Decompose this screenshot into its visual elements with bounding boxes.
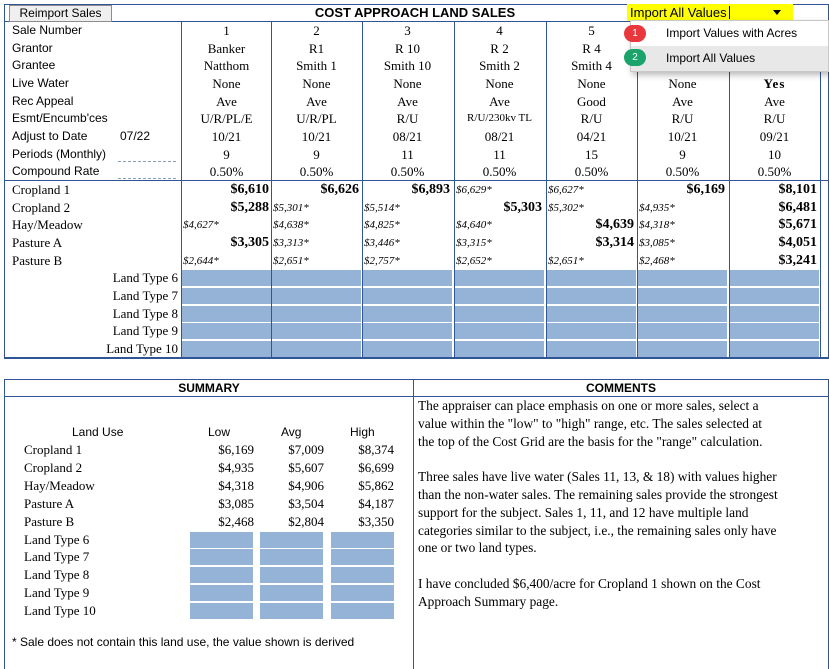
summary-header-high: High (350, 425, 375, 439)
sale-sale-cell: 5 (588, 23, 595, 38)
sale-water-cell: None (485, 76, 514, 91)
sale-grantee-cell: Smith 10 (383, 58, 432, 73)
label-live-water: Live Water (12, 76, 69, 90)
label-periods: Periods (Monthly) (12, 147, 107, 161)
summary-low-value: $6,169 (218, 442, 254, 457)
land-type-input-cell[interactable] (455, 288, 544, 304)
land-use-label: Cropland 2 (12, 200, 71, 215)
sale-periods-cell[interactable]: 15 (585, 147, 598, 162)
summary-land-use-label: Cropland 2 (24, 459, 83, 475)
sale-appeal-cell: Ave (764, 94, 785, 109)
summary-high-value: $4,187 (358, 495, 394, 511)
comments-title: COMMENTS (586, 381, 656, 395)
sale-esmt-cell: U/R/PL/E (200, 111, 253, 126)
summary-high-value: $5,862 (358, 477, 394, 493)
summary-land-type-input[interactable] (190, 603, 253, 619)
summary-land-type-input[interactable] (260, 549, 323, 565)
chevron-down-icon[interactable] (773, 10, 781, 15)
land-type-input-cell[interactable] (547, 323, 636, 339)
summary-land-type-input[interactable] (260, 532, 323, 548)
sale-water-cell: None (212, 76, 241, 91)
summary-land-type-input[interactable] (190, 585, 253, 601)
sale-esmt-cell: R/U (396, 111, 419, 126)
land-value-cell[interactable]: $6,893 (411, 182, 450, 197)
land-value-cell[interactable]: $6,626 (320, 182, 359, 197)
menu-item-label: Import All Values (666, 51, 756, 65)
import-values-dropdown[interactable] (627, 4, 793, 21)
sale-esmt-cell: R/U (763, 111, 786, 126)
land-use-label: Cropland 1 (12, 182, 71, 197)
derived-value-cell[interactable]: $5,302* (548, 202, 584, 214)
land-type-input-cell[interactable] (730, 341, 819, 357)
land-type-input-cell[interactable] (363, 288, 452, 304)
summary-high-value: $6,699 (358, 459, 394, 475)
comment-line: The appraiser can place emphasis on one or more sales, select a (418, 398, 759, 413)
sale-periods-cell[interactable]: 9 (313, 147, 320, 162)
sale-esmt-cell: R/U (580, 111, 603, 126)
land-type-input-cell[interactable] (455, 323, 544, 339)
derived-value-cell[interactable]: $4,627* (183, 219, 219, 231)
derived-value-cell[interactable]: $4,640* (456, 219, 492, 231)
sale-appeal-cell: Good (577, 94, 606, 109)
summary-land-use-label: Pasture B (24, 513, 75, 529)
label-sale-number: Sale Number (12, 23, 83, 37)
label-adjust-to-date: Adjust to Date (12, 129, 88, 143)
derived-value-cell[interactable]: $3,315* (456, 237, 492, 249)
derived-value-cell[interactable]: $6,629* (456, 184, 492, 196)
sale-periods-cell[interactable]: 11 (493, 147, 506, 162)
summary-avg-value: $7,009 (288, 442, 324, 457)
summary-high-value: $3,350 (358, 513, 394, 529)
label-rec-appeal: Rec Appeal (12, 94, 74, 108)
sale-water-cell: None (668, 76, 697, 91)
sale-grantee-cell: Smith 2 (479, 58, 520, 73)
grid-bottom-rule (4, 357, 829, 358)
comment-line: support for the subject. Sales 1, 11, and 12 have multiple land (418, 504, 749, 520)
derived-value-cell[interactable]: $2,644* (183, 255, 219, 267)
land-value-cell[interactable]: $4,639 (595, 217, 634, 232)
summary-high-value: $8,374 (358, 442, 394, 457)
land-type-input-cell[interactable] (182, 270, 271, 286)
sale-rate-cell[interactable]: 0.50% (665, 164, 700, 179)
summary-land-type-label: Land Type 8 (24, 567, 90, 583)
land-type-label: Land Type 6 (112, 270, 178, 285)
land-value-cell[interactable]: $6,610 (230, 182, 269, 197)
sale-grantee-cell: Smith 1 (296, 58, 337, 73)
sale-esmt-cell: U/R/PL (296, 111, 337, 126)
land-value-cell[interactable]: $5,303 (503, 200, 542, 215)
import-dropdown-value: Import All Values (630, 5, 727, 20)
land-type-input-cell[interactable] (638, 341, 727, 357)
land-type-input-cell[interactable] (547, 270, 636, 286)
land-type-input-cell[interactable] (547, 306, 636, 322)
derived-value-footnote: * Sale does not contain this land use, the value shown is derived (12, 635, 355, 649)
comment-line: Approach Summary page. (418, 593, 559, 609)
land-type-input-cell[interactable] (182, 341, 271, 357)
sale-water-cell: Yes (763, 76, 786, 91)
derived-value-cell[interactable]: $2,468* (639, 255, 675, 267)
land-type-input-cell[interactable] (182, 288, 271, 304)
land-type-input-cell[interactable] (730, 306, 819, 322)
menu-item-label: Import Values with Acres (666, 26, 798, 40)
sale-periods-cell[interactable]: 9 (679, 147, 686, 162)
land-value-cell[interactable]: $5,288 (230, 200, 269, 215)
land-type-input-cell[interactable] (363, 323, 452, 339)
sale-date-cell[interactable]: 04/21 (576, 129, 607, 144)
land-type-label: Land Type 9 (112, 323, 178, 338)
sale-rate-cell[interactable]: 0.50% (482, 164, 517, 179)
summary-land-type-input[interactable] (190, 567, 253, 583)
land-use-label: Pasture A (12, 235, 63, 250)
sale-periods-cell[interactable]: 11 (401, 147, 414, 162)
land-type-input-cell[interactable] (272, 306, 361, 322)
summary-land-type-input[interactable] (331, 532, 394, 548)
land-value-cell[interactable]: $5,671 (778, 217, 817, 232)
comment-line (418, 557, 826, 575)
land-type-input-cell[interactable] (638, 306, 727, 322)
periods-field-dash (118, 161, 176, 162)
derived-value-cell[interactable]: $3,313* (273, 237, 309, 249)
sale-appeal-cell: Ave (489, 94, 510, 109)
land-type-label: Land Type 7 (112, 288, 178, 303)
label-grantee: Grantee (12, 58, 56, 72)
land-type-input-cell[interactable] (455, 341, 544, 357)
sale-appeal-cell: Ave (672, 94, 693, 109)
step-badge-1: 1 (624, 25, 646, 42)
summary-land-type-input[interactable] (331, 549, 394, 565)
land-type-input-cell[interactable] (363, 341, 452, 357)
import-options-menu (630, 20, 829, 72)
rate-field-dash (118, 178, 176, 179)
sale-grantor-cell: Banker (207, 41, 246, 56)
land-type-input-cell[interactable] (455, 270, 544, 286)
sale-esmt-cell: R/U/230kv TL (467, 112, 532, 124)
land-type-input-cell[interactable] (730, 270, 819, 286)
sale-date-cell[interactable]: 10/21 (301, 129, 332, 144)
summary-land-type-input[interactable] (260, 567, 323, 583)
derived-value-cell[interactable]: $5,301* (273, 202, 309, 214)
land-type-input-cell[interactable] (547, 341, 636, 357)
sale-date-cell[interactable]: 10/21 (667, 129, 698, 144)
sale-date-cell[interactable]: 09/21 (759, 129, 790, 144)
comment-line: value within the "low" to "high" range, etc. The sales selected at (418, 415, 763, 431)
sale-periods-cell[interactable]: 9 (223, 147, 230, 162)
label-grantor: Grantor (12, 41, 53, 55)
land-type-input-cell[interactable] (638, 323, 727, 339)
land-type-input-cell[interactable] (272, 288, 361, 304)
derived-value-cell[interactable]: $5,514* (364, 202, 400, 214)
comments-text[interactable] (418, 397, 826, 611)
derived-value-cell[interactable]: $6,627* (548, 184, 584, 196)
summary-land-type-label: Land Type 9 (24, 585, 90, 601)
sale-appeal-cell: Ave (216, 94, 237, 109)
land-value-cell[interactable]: $3,305 (230, 235, 269, 250)
derived-value-cell[interactable]: $2,651* (273, 255, 309, 267)
derived-value-cell[interactable]: $3,446* (364, 237, 400, 249)
summary-land-type-label: Land Type 10 (24, 603, 96, 619)
land-use-label: Hay/Meadow (12, 217, 83, 232)
land-type-input-cell[interactable] (272, 270, 361, 286)
label-compound-rate: Compound Rate (12, 164, 100, 178)
summary-land-use-label: Hay/Meadow (24, 477, 95, 493)
sale-date-cell[interactable]: 08/21 (392, 129, 423, 144)
summary-land-type-input[interactable] (331, 603, 394, 619)
summary-low-value: $4,318 (218, 477, 254, 493)
sale-water-cell: None (577, 76, 606, 91)
sale-appeal-cell: Ave (397, 94, 418, 109)
summary-land-type-input[interactable] (331, 567, 394, 583)
comment-line: categories similar to the subject, i.e., the remaining sales only have (418, 522, 777, 538)
land-value-cell[interactable]: $3,241 (778, 253, 817, 268)
step-badge-2: 2 (624, 49, 646, 66)
summary-header-line (4, 396, 414, 397)
summary-avg-value: $4,906 (288, 477, 324, 493)
summary-low-value: $2,468 (218, 513, 254, 529)
summary-header-low: Low (208, 425, 231, 439)
sale-sale-cell: 3 (404, 23, 411, 38)
land-type-input-cell[interactable] (363, 306, 452, 322)
summary-land-use-label: Pasture A (24, 495, 75, 511)
sale-periods-cell[interactable]: 10 (768, 147, 781, 162)
land-value-cell[interactable]: $6,169 (686, 182, 725, 197)
derived-value-cell[interactable]: $4,318* (639, 219, 675, 231)
land-type-input-cell[interactable] (182, 306, 271, 322)
comment-line: Three sales have live water (Sales 11, 13, & 18) with values higher (418, 469, 777, 485)
land-type-input-cell[interactable] (638, 288, 727, 304)
sale-appeal-cell: Ave (306, 94, 327, 109)
derived-value-cell[interactable]: $2,651* (548, 255, 584, 267)
sale-sale-cell: 1 (223, 23, 230, 38)
comment-line: one or two land types. (418, 540, 537, 556)
land-type-input-cell[interactable] (730, 323, 819, 339)
land-value-cell[interactable]: $3,314 (595, 235, 634, 250)
summary-avg-value: $2,804 (288, 513, 324, 529)
summary-land-type-input[interactable] (260, 603, 323, 619)
land-type-input-cell[interactable] (638, 270, 727, 286)
land-type-input-cell[interactable] (455, 306, 544, 322)
land-type-input-cell[interactable] (547, 288, 636, 304)
land-value-cell[interactable]: $4,051 (778, 235, 817, 250)
sale-grantor-cell: R1 (308, 41, 325, 56)
sale-grantee-cell: Smith 4 (571, 58, 612, 73)
summary-land-type-label: Land Type 6 (24, 531, 90, 547)
comment-line: than the non-water sales. The remaining sales provide the strongest (418, 486, 778, 502)
sale-rate-cell[interactable]: 0.50% (299, 164, 334, 179)
page-title: COST APPROACH LAND SALES (314, 5, 516, 20)
summary-avg-value: $5,607 (288, 459, 324, 475)
land-use-label: Pasture B (12, 253, 63, 268)
derived-value-cell[interactable]: $2,757* (364, 255, 400, 267)
comment-line: the top of the Cost Grid are the basis for the "range" calculation. (418, 433, 763, 449)
summary-land-type-input[interactable] (260, 585, 323, 601)
summary-header-land-use: Land Use (72, 425, 124, 439)
sale-rate-cell[interactable]: 0.50% (390, 164, 425, 179)
summary-land-type-input[interactable] (190, 549, 253, 565)
derived-value-cell[interactable]: $3,085* (639, 237, 675, 249)
derived-value-cell[interactable]: $2,652* (456, 255, 492, 267)
menu-item-import-values-with-acres[interactable] (631, 21, 828, 46)
adjust-to-date-value[interactable]: 07/22 (120, 129, 151, 143)
sale-esmt-cell: R/U (671, 111, 694, 126)
derived-value-cell[interactable]: $4,935* (639, 202, 675, 214)
derived-value-cell[interactable]: $4,825* (364, 219, 400, 231)
sale-grantor-cell: R 10 (395, 41, 420, 56)
summary-land-type-input[interactable] (190, 532, 253, 548)
summary-low-value: $3,085 (218, 495, 254, 511)
land-type-label: Land Type 8 (112, 306, 178, 321)
summary-title: SUMMARY (178, 381, 240, 395)
reimport-sales-button[interactable]: Reimport Sales (9, 5, 112, 22)
comment-line: I have concluded $6,400/acre for Cropland 1 shown on the Cost (418, 575, 761, 591)
land-type-label: Land Type 10 (106, 341, 178, 356)
sale-sale-cell: 4 (496, 23, 503, 38)
label-esmt: Esmt/Encumb'ces (12, 111, 108, 125)
text-cursor (729, 6, 730, 19)
summary-low-value: $4,935 (218, 459, 254, 475)
sale-rate-cell[interactable]: 0.50% (574, 164, 609, 179)
summary-land-type-input[interactable] (331, 585, 394, 601)
sale-water-cell: None (302, 76, 331, 91)
sale-sale-cell: 2 (313, 23, 320, 38)
menu-item-import-all-values[interactable] (631, 46, 828, 71)
land-value-cell[interactable]: $6,481 (778, 200, 817, 215)
sale-grantor-cell: R 2 (490, 41, 509, 56)
sale-rate-cell[interactable]: 0.50% (209, 164, 244, 179)
land-type-input-cell[interactable] (272, 323, 361, 339)
summary-land-type-label: Land Type 7 (24, 549, 90, 565)
land-type-input-cell[interactable] (182, 323, 271, 339)
land-type-input-cell[interactable] (363, 270, 452, 286)
sale-date-cell[interactable]: 10/21 (211, 129, 242, 144)
land-type-input-cell[interactable] (272, 341, 361, 357)
summary-land-use-label: Cropland 1 (24, 442, 83, 457)
sale-date-cell[interactable]: 08/21 (484, 129, 515, 144)
summary-avg-value: $3,504 (288, 495, 324, 511)
land-type-input-cell[interactable] (730, 288, 819, 304)
sale-grantee-cell: Natthom (203, 58, 250, 73)
summary-header-avg: Avg (281, 425, 302, 439)
sale-grantor-cell: R 4 (582, 41, 601, 56)
sale-rate-cell[interactable]: 0.50% (757, 164, 792, 179)
comment-line (418, 450, 826, 468)
land-value-cell[interactable]: $8,101 (778, 182, 817, 197)
sale-water-cell: None (393, 76, 422, 91)
derived-value-cell[interactable]: $4,638* (273, 219, 309, 231)
